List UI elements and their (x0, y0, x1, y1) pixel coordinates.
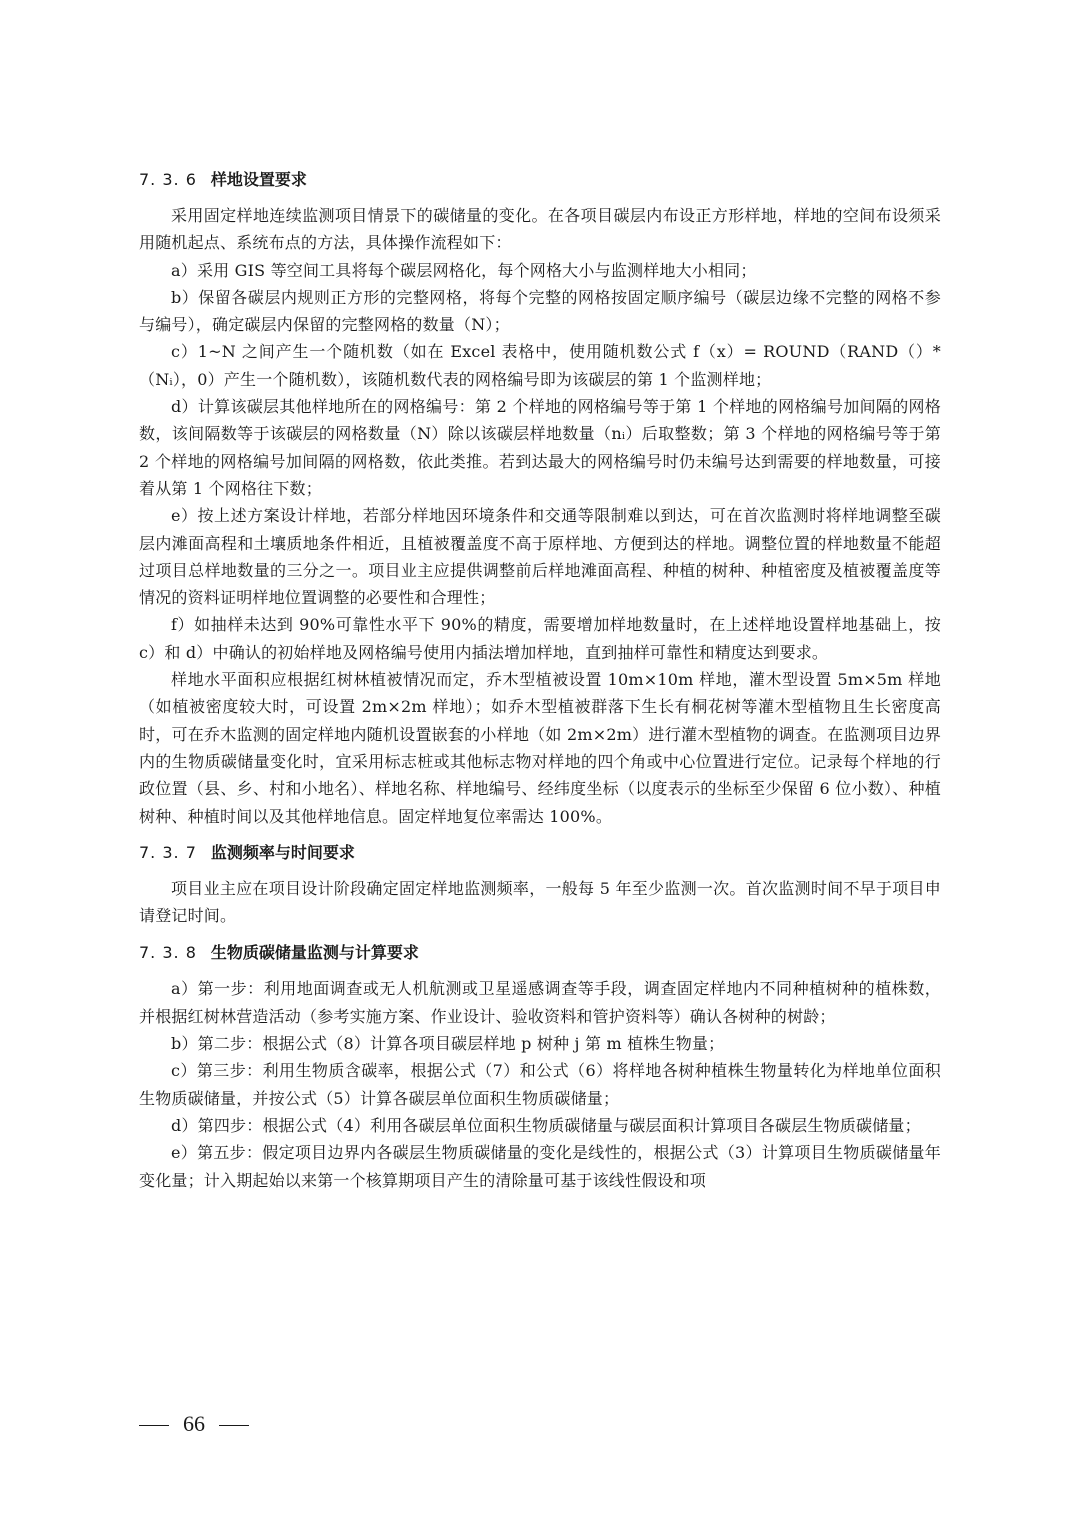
list-item: b）保留各碳层内规则正方形的完整网格，将每个完整的网格按固定顺序编号（碳层边缘不完整的网格不参与编号），确定碳层内保留的完整网格的数量（N）； (139, 287, 941, 335)
list-item: a）采用 GIS 等空间工具将每个碳层网格化，每个网格大小与监测样地大小相同； (171, 260, 757, 280)
section-heading (139, 168, 941, 192)
document-page (139, 168, 941, 1194)
page-number (139, 1408, 263, 1440)
section-title: 样地设置要求 (210, 170, 307, 189)
list-item: e）第五步：假定项目边界内各碳层生物质碳储量的变化是线性的，根据公式（3）计算项目生物质碳储量年变化量；计入期起始以来第一个核算期项目产生的清除量可基于该线性假设和项 (139, 1143, 941, 1190)
page-number-text: 66 (183, 1411, 205, 1436)
list-item: d）计算该碳层其他样地所在的网格编号：第 2 个样地的网格编号等于第 1 个样地的网格编号加间隔的网格数，该间隔数等于该碳层的网格数量（N）除以该碳层样地数量（nᵢ）后取整数；第 3 个样地的网格编号等于第 2 个样地的网格编号加间隔的网格数，依此类推。若到达最大的网格编号时仍未编号达到需要的样地数量，可接着从第 1 个网格往下数； (139, 397, 941, 498)
section-title: 生物质碳储量监测与计算要求 (210, 943, 419, 963)
section-7-3-7 (139, 841, 941, 930)
list-item: f）如抽样未达到 90%可靠性水平下 90%的精度，需要增加样地数量时，在上述样地设置样地基础上，按 c）和 d）中确认的初始样地及网格编号使用内插法增加样地，直到抽样可靠性和精度达到要求。 (139, 615, 941, 662)
section-heading (139, 941, 941, 965)
section-number: 7. 3. 6 (139, 170, 197, 189)
section-7-3-6 (139, 168, 941, 830)
section-7-3-8 (139, 941, 941, 1193)
dash-right (219, 1425, 249, 1426)
section-heading (139, 841, 941, 865)
paragraph: 项目业主应在项目设计阶段确定固定样地监测频率，一般每 5 年至少监测一次。首次监测时间不早于项目申请登记时间。 (139, 878, 941, 926)
paragraph: 采用固定样地连续监测项目情景下的碳储量的变化。在各项目碳层内布设正方形样地，样地的空间布设须采用随机起点、系统布点的方法，具体操作流程如下： (139, 206, 941, 253)
section-title: 监测频率与时间要求 (210, 842, 355, 862)
paragraph: 样地水平面积应根据红树林植被情况而定，乔木型植被设置 10m×10m 样地，灌木型设置 5m×5m 样地（如植被密度较大时，可设置 2m×2m 样地）；如乔木型植被群落下生长有桐花树等灌木型植物且生长密度高时，可在乔木监测的固定样地内随机设置嵌套的小样地（如 2m×2m）进行灌木型植物的调查。在监测项目边界内的生物质碳储量变化时，宜采用标志桩或其他标志物对样地的四个角或中心位置进行定位。记录每个样地的行政位置（县、乡、村和小地名）、样地名称、样地编号、经纬度坐标（以度表示的坐标至少保留 6 位小数）、种植树种、种植时间以及其他样地信息。固定样地复位率需达 100%。 (139, 670, 941, 826)
list-item: c）第三步：利用生物质含碳率，根据公式（7）和公式（6）将样地各树种植株生物量转化为样地单位面积生物质碳储量，并按公式（5）计算各碳层单位面积生物质碳储量； (139, 1061, 941, 1108)
section-number: 7. 3. 8 (139, 943, 197, 963)
list-item: c）1~N 之间产生一个随机数（如在 Excel 表格中，使用随机数公式 f（x）= ROUND（RAND（）*（Nᵢ），0）产生一个随机数），该随机数代表的网格编号即为该碳层的第 1 个监测样地； (139, 342, 941, 389)
list-item: b）第二步：根据公式（8）计算各项目碳层样地 p 树种 j 第 m 植株生物量； (171, 1034, 725, 1054)
dash-left (139, 1425, 169, 1426)
section-number: 7. 3. 7 (139, 842, 197, 862)
list-item: e）按上述方案设计样地，若部分样地因环境条件和交通等限制难以到达，可在首次监测时将样地调整至碳层内滩面高程和土壤质地条件相近，且植被覆盖度不高于原样地、方便到达的样地。调整位置的样地数量不能超过项目总样地数量的三分之一。项目业主应提供调整前后样地滩面高程、种植的树种、种植密度及植被覆盖度等情况的资料证明样地位置调整的必要性和合理性； (139, 506, 941, 608)
list-item: d）第四步：根据公式（4）利用各碳层单位面积生物质碳储量与碳层面积计算项目各碳层生物质碳储量； (171, 1115, 921, 1135)
list-item: a）第一步：利用地面调查或无人机航测或卫星遥感调查等手段，调查固定样地内不同种植树种的植株数，并根据红树林营造活动（参考实施方案、作业设计、验收资料和管护资料等）确认各树种的树龄； (139, 979, 941, 1026)
